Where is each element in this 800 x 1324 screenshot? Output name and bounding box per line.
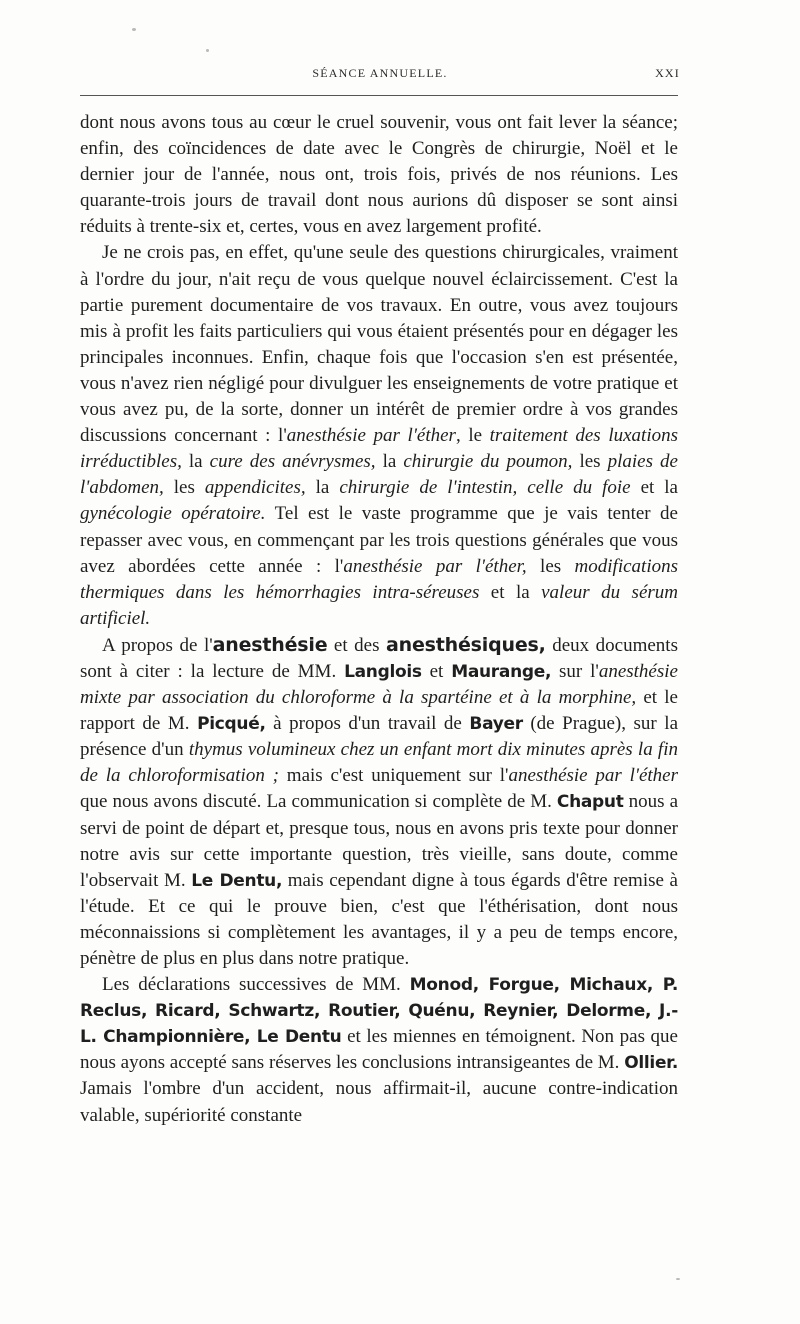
- text-run: les: [163, 477, 205, 499]
- paragraph: [80, 972, 678, 1129]
- italic-run: plaies de l'abdomen,: [80, 451, 678, 499]
- text-run: Les déclarations successives de MM.: [102, 974, 410, 996]
- text-run: Tel est le vaste programme que je vais tenter de repasser avec vous, en commençant par les trois questions générales que vous avez abordées cette année : l': [80, 503, 678, 577]
- text-run: la: [305, 477, 340, 499]
- italic-run: chirurgie du poumon,: [403, 451, 573, 473]
- name-run: Langlois: [344, 661, 422, 682]
- paper-speck: [132, 28, 136, 31]
- paper-speck: [676, 1278, 680, 1280]
- italic-run: thymus volumineux chez un enfant mort dix minutes après la fin de la chloroformisation ;: [80, 739, 678, 787]
- text-run: mais cependant digne à tous égards d'être remise à l'étude. Et ce qui le prouve bien, c'est que l'éthérisation, dont nous méconnaissions si complètement les avantages, il y a peu de temps encore, pénètre de plus en plus dans notre pratique.: [80, 869, 678, 969]
- name-run: Ollier.: [624, 1053, 678, 1074]
- text-run: et des: [327, 634, 387, 656]
- name-run: Le Dentu,: [191, 870, 283, 891]
- running-head: [80, 66, 680, 82]
- header-rule: [80, 95, 678, 96]
- paragraph: [80, 240, 678, 631]
- italic-run: modifications thermiques dans les hémorrhagies intra-séreuses: [80, 555, 678, 603]
- text-run: la: [375, 451, 404, 473]
- text-run: (de Prague), sur la présence d'un: [80, 713, 679, 761]
- text-run: A propos de l': [102, 634, 213, 656]
- text-run: sur l': [551, 660, 599, 682]
- paragraph: [80, 632, 678, 972]
- text-run: les: [526, 555, 575, 577]
- italic-run: anesthésie par l'éther: [286, 425, 456, 447]
- italic-run: chirurgie de l'intestin, celle du foie: [339, 477, 631, 499]
- keyword-run: anesthésie: [212, 633, 328, 656]
- text-run: et les miennes en témoignent. Non pas que nous ayons accepté sans réserves les conclusions intransigeantes de M.: [80, 1026, 678, 1074]
- text-run: les: [572, 451, 608, 473]
- name-run: Monod, Forgue, Michaux, P. Reclus, Ricard, Schwartz, Routier, Quénu, Reynier, Delorme, J.-L. Championnière, Le Dentu: [80, 975, 678, 1048]
- text-run: , le: [455, 425, 490, 447]
- text-run: que nous avons discuté. La communication si complète de M.: [80, 791, 557, 813]
- text-run: dont nous avons tous au cœur le cruel souvenir, vous ont fait lever la séance; enfin, des coïncidences de date avec le Congrès de chirurgie, Noël et le dernier jour de l'année, nous ont, trois fois, privés de nos réunions. Les quarante-trois jours de travail dont nous aurions dû disposer se sont ainsi réduits à trente-six et, certes, vous en avez largement profité.: [80, 112, 678, 238]
- italic-run: traitement des luxations irréductibles,: [80, 425, 678, 473]
- text-run: et le rapport de M.: [80, 687, 678, 735]
- page-number: XXI: [655, 66, 680, 80]
- paper-speck: [206, 49, 209, 52]
- text-run: et la: [630, 477, 678, 499]
- italic-run: cure des anévrysmes,: [209, 451, 376, 473]
- text-run: mais c'est uniquement sur l': [278, 765, 509, 787]
- paragraph: [80, 110, 678, 240]
- text-run: la: [181, 451, 210, 473]
- italic-run: valeur du sérum artificiel.: [80, 581, 678, 629]
- text-run: Jamais l'ombre d'un accident, nous affirmait-il, aucune contre-indication valable, supériorité constante: [80, 1078, 678, 1126]
- body-text: [80, 110, 678, 1129]
- keyword-run: anesthésiques,: [386, 633, 546, 656]
- italic-run: anesthésie par l'éther: [508, 765, 678, 787]
- name-run: Maurange,: [451, 661, 552, 682]
- text-run: et la: [479, 581, 542, 603]
- name-run: Chaput: [556, 792, 624, 813]
- italic-run: anesthésie mixte par association du chloroforme à la spartéine et à la morphine,: [80, 660, 678, 709]
- italic-run: anesthésie par l'éther,: [343, 555, 527, 577]
- name-run: Picqué,: [197, 714, 266, 735]
- italic-run: appendicites,: [204, 477, 306, 499]
- text-run: deux documents sont à citer : la lecture de MM.: [80, 634, 678, 682]
- italic-run: gynécologie opératoire.: [80, 503, 266, 525]
- text-run: et: [421, 660, 452, 682]
- text-run: Je ne crois pas, en effet, qu'une seule des questions chirurgicales, vraiment à l'ordre du jour, n'ait reçu de vous quelque nouvel éclaircissement. C'est la partie purement documentaire de vos travaux. En outre, vous avez toujours mis à profit les faits particuliers qui vous étaient présentés pour en dégager les principales inconnues. Enfin, chaque fois que l'occasion s'en est présentée, vous n'avez rien négligé pour divulguer les enseignements de votre pratique et vous avez pu, de la sorte, donner un intérêt de premier ordre à vos grandes discussions concernant : l': [80, 242, 678, 447]
- name-run: Bayer: [469, 714, 523, 735]
- text-run: à propos d'un travail de: [265, 713, 470, 735]
- running-title: SÉANCE ANNUELLE.: [312, 66, 448, 80]
- text-run: nous a servi de point de départ et, presque tous, nous en avons pris texte pour donner notre avis sur cette importante question, très vieille, sans doute, comme l'observait M.: [80, 791, 679, 891]
